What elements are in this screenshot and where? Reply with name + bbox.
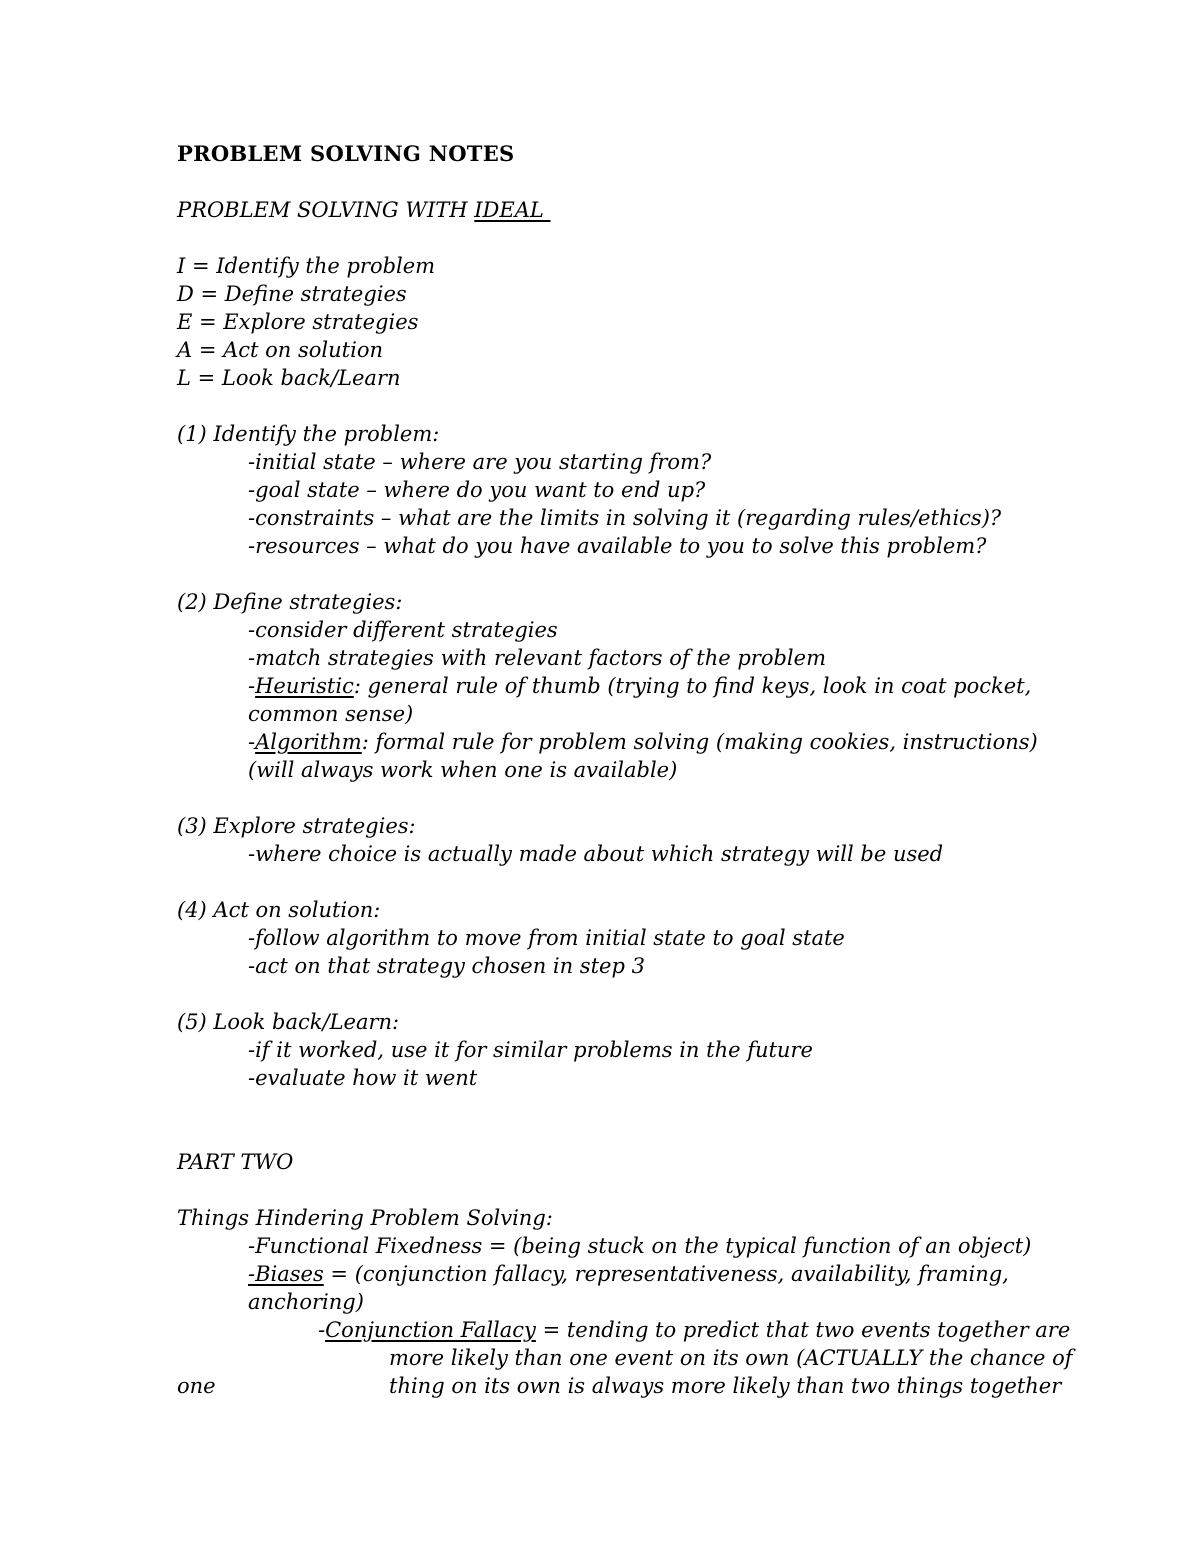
- text-segment: -follow algorithm to move from initial state to goal state: [248, 926, 845, 950]
- acronym-a: [177, 336, 1137, 364]
- blank-line: [177, 1120, 1137, 1148]
- conjunction-fallacy-wrap-2: [177, 1372, 1137, 1400]
- step2-heuristic-wrap: [177, 700, 1137, 728]
- text-segment: -if it worked, use it for similar problems in the future: [248, 1038, 813, 1062]
- blank-line: [177, 560, 1137, 588]
- text-segment: thing on its own is always more likely than two things together: [389, 1374, 1062, 1398]
- step2-consider: [177, 616, 1137, 644]
- text-segment: I = Identify the problem: [177, 254, 436, 278]
- biases: [177, 1260, 1137, 1288]
- text-segment: -constraints – what are the limits in solving it (regarding rules/ethics)?: [248, 506, 1002, 530]
- underlined-text: Conjunction Fallacy: [325, 1318, 536, 1342]
- biases-wrap: [177, 1288, 1137, 1316]
- blank-line: [177, 868, 1137, 896]
- document-body: [177, 168, 1137, 1400]
- text-segment: -consider different strategies: [248, 618, 558, 642]
- text-segment: Things Hindering Problem Solving:: [177, 1206, 553, 1230]
- blank-line: [177, 980, 1137, 1008]
- step2-heuristic: [177, 672, 1137, 700]
- text-segment: = tending to predict that two events together are: [535, 1318, 1071, 1342]
- acronym-i: [177, 252, 1137, 280]
- underlined-text: Algorithm: [255, 730, 362, 754]
- document-content: [177, 140, 1137, 1400]
- text-segment: : general rule of thumb (trying to find keys, look in coat pocket,: [353, 674, 1032, 698]
- blank-line: [177, 784, 1137, 812]
- text-segment: -Functional Fixedness = (being stuck on the typical function of an object): [248, 1234, 1032, 1258]
- document-title: PROBLEM SOLVING NOTES: [177, 141, 515, 166]
- underlined-text: -Biases: [248, 1262, 324, 1286]
- step1-initial-state: [177, 448, 1137, 476]
- text-segment: (will always work when one is available): [248, 758, 678, 782]
- text-segment: D = Define strategies: [177, 282, 407, 306]
- text-segment: -initial state – where are you starting from?: [248, 450, 712, 474]
- text-segment: -resources – what do you have available to you to solve this problem?: [248, 534, 987, 558]
- hindering-heading: [177, 1204, 1137, 1232]
- step1-heading: [177, 420, 1137, 448]
- text-segment: (1) Identify the problem:: [177, 422, 440, 446]
- step4-act: [177, 952, 1137, 980]
- blank-line: [177, 224, 1137, 252]
- step2-algorithm-wrap: [177, 756, 1137, 784]
- blank-line: [177, 168, 1137, 196]
- conjunction-fallacy: [177, 1316, 1137, 1344]
- text-segment: common sense): [248, 702, 414, 726]
- step1-resources: [177, 532, 1137, 560]
- acronym-e: [177, 308, 1137, 336]
- step2-match: [177, 644, 1137, 672]
- step2-heading: [177, 588, 1137, 616]
- text-segment: L = Look back/Learn: [177, 366, 401, 390]
- text-segment: -goal state – where do you want to end up?: [248, 478, 706, 502]
- step5-heading: [177, 1008, 1137, 1036]
- text-segment: (5) Look back/Learn:: [177, 1010, 400, 1034]
- step1-goal-state: [177, 476, 1137, 504]
- text-segment: -: [248, 674, 256, 698]
- step3-where-choice: [177, 840, 1137, 868]
- functional-fixedness: [177, 1232, 1137, 1260]
- step5-if-worked: [177, 1036, 1137, 1064]
- text-segment: : formal rule for problem solving (making cookies, instructions): [361, 730, 1038, 754]
- step1-constraints: [177, 504, 1137, 532]
- text-segment: PART TWO: [177, 1150, 294, 1174]
- subtitle: [177, 196, 1137, 224]
- acronym-l: [177, 364, 1137, 392]
- step2-algorithm: [177, 728, 1137, 756]
- part-two-heading: [177, 1148, 1137, 1176]
- step4-follow: [177, 924, 1137, 952]
- text-segment: (2) Define strategies:: [177, 590, 403, 614]
- text-segment: -match strategies with relevant factors of the problem: [248, 646, 826, 670]
- step5-evaluate: [177, 1064, 1137, 1092]
- text-segment: = (conjunction fallacy, representativeness, availability, framing,: [323, 1262, 1009, 1286]
- text-segment: -evaluate how it went: [248, 1066, 478, 1090]
- underlined-text: IDEAL: [474, 198, 551, 222]
- text-segment: one: [177, 1374, 216, 1398]
- text-segment: E = Explore strategies: [177, 310, 419, 334]
- step3-heading: [177, 812, 1137, 840]
- text-segment: A = Act on solution: [177, 338, 383, 362]
- text-segment: (4) Act on solution:: [177, 898, 381, 922]
- step4-heading: [177, 896, 1137, 924]
- conjunction-fallacy-wrap-1: [177, 1344, 1137, 1372]
- acronym-d: [177, 280, 1137, 308]
- text-segment: -: [248, 730, 256, 754]
- text-segment: -: [318, 1318, 326, 1342]
- text-segment: more likely than one event on its own (ACTUALLY the chance of: [389, 1346, 1073, 1370]
- text-segment: -act on that strategy chosen in step 3: [248, 954, 645, 978]
- text-segment: anchoring): [248, 1290, 364, 1314]
- text-segment: PROBLEM SOLVING WITH: [177, 198, 475, 222]
- blank-line: [177, 1176, 1137, 1204]
- text-segment: -where choice is actually made about which strategy will be used: [248, 842, 944, 866]
- text-segment: (3) Explore strategies:: [177, 814, 416, 838]
- underlined-text: Heuristic: [255, 674, 354, 698]
- blank-line: [177, 392, 1137, 420]
- blank-line: [177, 1092, 1137, 1120]
